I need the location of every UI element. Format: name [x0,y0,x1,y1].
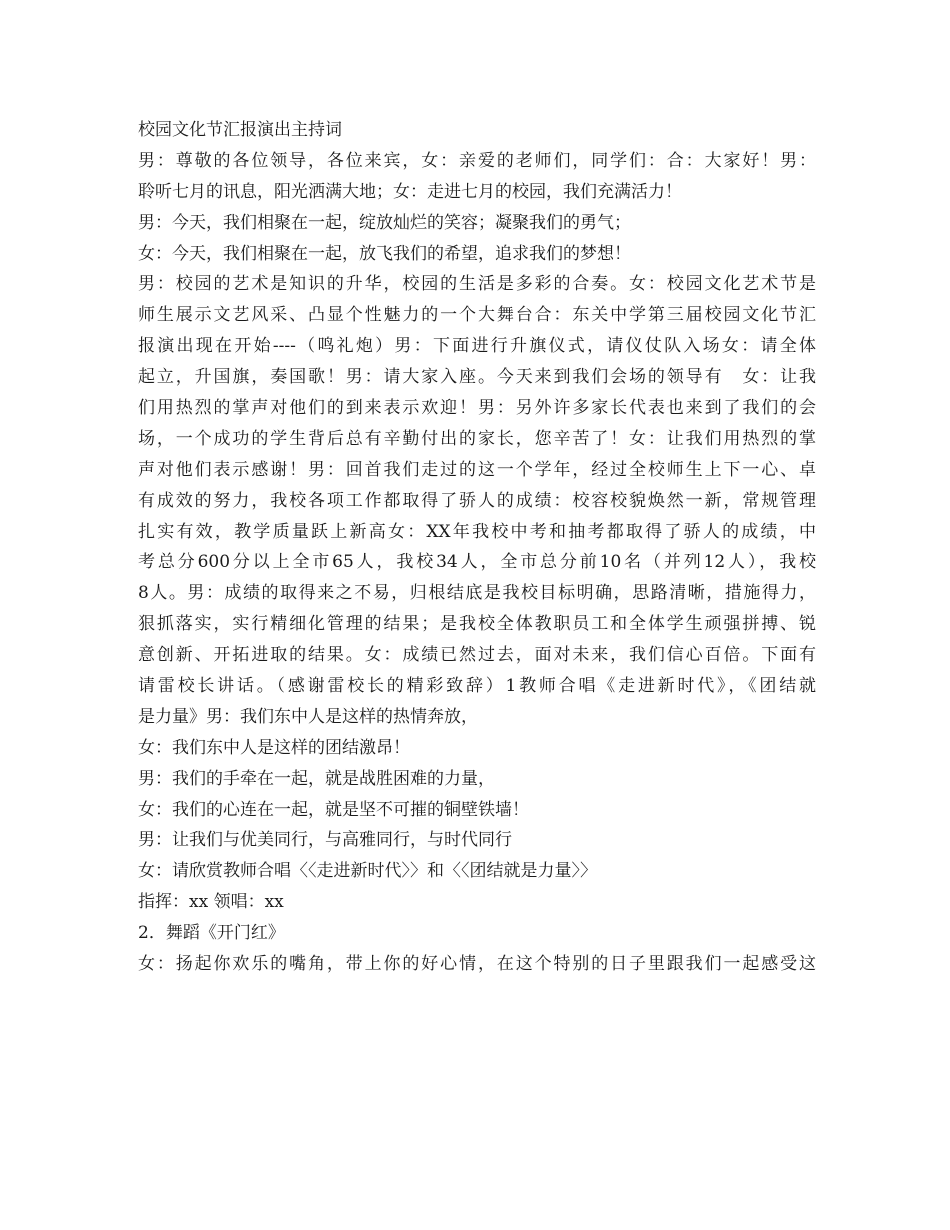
text-line: 男：尊敬的各位领导，各位来宾，女：亲爱的老师们，同学们：合：大家好！男： [138,150,816,171]
text-line: 女：我们东中人是这样的团结激昂！ [138,737,410,758]
text-line: 们用热烈的掌声对他们的到来表示欢迎！男：另外许多家长代表也来到了我们的会 [138,398,816,419]
text-line: 声对他们表示感谢！男：回首我们走过的这一个学年，经过全校师生上下一心、卓 [138,459,816,480]
text-line: 起立，升国旗，奏国歌！男：请大家入座。今天来到我们会场的领导有 女：让我 [138,367,816,388]
document-body [138,115,816,980]
text-line: 男：今天，我们相聚在一起，绽放灿烂的笑容；凝聚我们的勇气； [138,212,631,233]
text-line: 女：扬起你欢乐的嘴角，带上你的好心情，在这个特别的日子里跟我们一起感受这 [138,954,816,975]
text-line: 报演出现在开始----（鸣礼炮）男：下面进行升旗仪式，请仪仗队入场女：请全体 [138,336,816,357]
text-line: 狠抓落实，实行精细化管理的结果；是我校全体教职员工和全体学生顽强拼搏、锐 [138,614,816,635]
text-line: 场，一个成功的学生背后总有辛勤付出的家长，您辛苦了！女：让我们用热烈的掌 [138,428,816,449]
text-line: 扎实有效，教学质量跃上新高女：XX年我校中考和抽考都取得了骄人的成绩，中 [138,521,816,542]
text-line: 师生展示文艺风采、凸显个性魅力的一个大舞台合：东关中学第三届校园文化节汇 [138,305,816,326]
text-line: 男：我们的手牵在一起，就是战胜困难的力量， [138,768,495,789]
text-line: 聆听七月的讯息，阳光洒满大地；女：走进七月的校园，我们充满活力！ [138,181,682,202]
text-line: 男：校园的艺术是知识的升华，校园的生活是多彩的合奏。女：校园文化艺术节是 [138,274,816,295]
document-title: 校园文化节汇报演出主持词 [138,120,342,140]
text-line: 请雷校长讲话。（感谢雷校长的精彩致辞）1教师合唱《走进新时代》，《团结就 [138,676,816,697]
text-line: 8人。男：成绩的取得来之不易，归根结底是我校目标明确，思路清晰，措施得力， [138,583,816,604]
text-line: 男：让我们与优美同行，与高雅同行，与时代同行 [138,830,512,851]
text-line: 女：我们的心连在一起，就是坚不可摧的铜壁铁墙！ [138,799,529,820]
text-line: 2．舞蹈《开门红》 [138,923,285,944]
text-line: 女：今天，我们相聚在一起，放飞我们的希望，追求我们的梦想！ [138,243,631,264]
text-line: 意创新、开拓进取的结果。女：成绩已然过去，面对未来，我们信心百倍。下面有 [138,645,816,666]
text-line: 考总分600分以上全市65人，我校34人，全市总分前10名（并列12人），我校 [138,552,816,573]
text-line: 指挥：xx 领唱：xx [138,892,284,913]
text-line: 是力量》男：我们东中人是这样的热情奔放， [138,706,478,727]
text-line: 女：请欣赏教师合唱〈〈走进新时代〉〉和〈〈团结就是力量〉〉 [138,861,597,882]
text-line: 有成效的努力，我校各项工作都取得了骄人的成绩：校容校貌焕然一新，常规管理 [138,490,816,511]
